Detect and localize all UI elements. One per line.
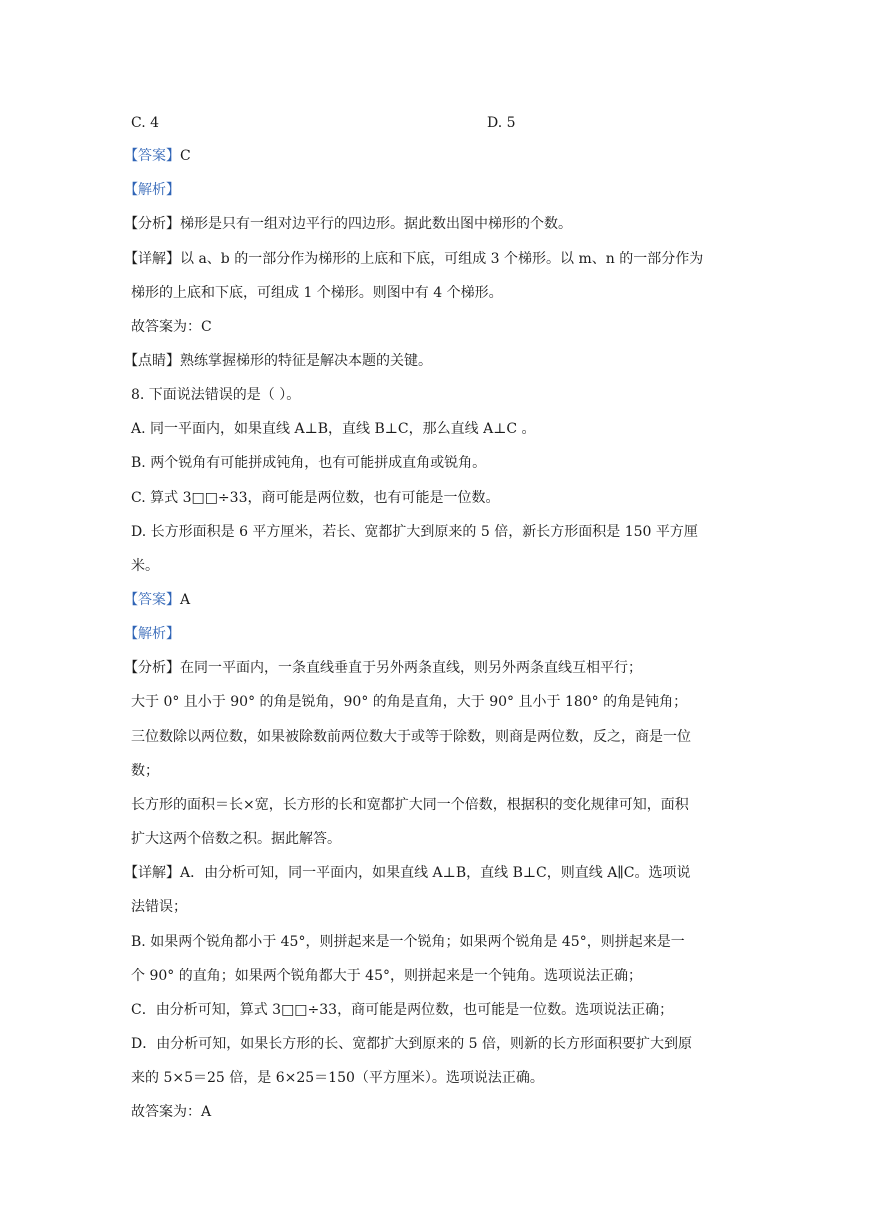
- q8-fenxi-line-5: 长方形的面积＝长×宽，长方形的长和宽都扩大同一个倍数，根据积的变化规律可知，面积: [131, 797, 689, 813]
- q7-answer-line: [124, 146, 191, 166]
- xiangjie-tag: 【详解】: [124, 865, 180, 881]
- q8-fenxi-line-2: 大于 0° 且小于 90° 的角是锐角，90° 的角是直角，大于 90° 且小于 180° 的角是钝角；: [131, 694, 688, 710]
- dianjing-tag: 【点睛】: [124, 353, 180, 369]
- answer-value: C: [180, 148, 191, 164]
- q8-option-d-1: D. 长方形面积是 6 平方厘米，若长、宽都扩大到原来的 5 倍，新长方形面积是 150 平方厘: [131, 524, 698, 540]
- q7-dianjing-line: [124, 351, 432, 371]
- option-c-prev: C. 4: [131, 115, 160, 131]
- q8-xiangjie-line: [124, 863, 690, 883]
- q8-question: 8. 下面说法错误的是（ ）。: [131, 387, 301, 403]
- fenxi-text: 梯形是只有一组对边平行的四边形。据此数出图中梯形的个数。: [180, 216, 572, 232]
- q8-option-a: A. 同一平面内，如果直线 A⊥B，直线 B⊥C，那么直线 A⊥C 。: [131, 421, 536, 437]
- q7-xiangjie-line-2: 梯形的上底和下底，可组成 1 个梯形。则图中有 4 个梯形。: [131, 285, 503, 301]
- q8-fenxi-line-6: 扩大这两个倍数之积。据此解答。: [131, 831, 341, 847]
- q8-fenxi-line-4: 数；: [131, 763, 159, 779]
- q7-analysis-line: [124, 180, 180, 200]
- option-d-prev: D. 5: [487, 115, 516, 131]
- xiangjie-tag: 【详解】: [124, 251, 180, 267]
- q8-xiangjie-line-2: 法错误；: [131, 899, 187, 915]
- fenxi-text-1: 在同一平面内，一条直线垂直于另外两条直线，则另外两条直线互相平行；: [180, 660, 642, 676]
- dianjing-text: 熟练掌握梯形的特征是解决本题的关键。: [180, 353, 432, 369]
- q8-xiangjie-line-6: D．由分析可知，如果长方形的长、宽都扩大到原来的 5 倍，则新的长方形面积要扩大到原: [131, 1036, 693, 1052]
- fenxi-tag: 【分析】: [124, 660, 180, 676]
- q8-xiangjie-line-4: 个 90° 的直角；如果两个锐角都大于 45°，则拼起来是一个钝角。选项说法正确；: [131, 968, 642, 984]
- q8-option-c: C. 算式 3□□÷33，商可能是两位数，也有可能是一位数。: [131, 490, 500, 506]
- answer-tag: 【答案】: [124, 148, 180, 164]
- q8-xiangjie-line-5: C．由分析可知，算式 3□□÷33，商可能是两位数，也可能是一位数。选项说法正确；: [131, 1002, 674, 1018]
- q7-fenxi-line: [124, 214, 572, 234]
- q8-option-d-2: 米。: [131, 558, 159, 574]
- q7-conclusion: 故答案为：C: [131, 319, 212, 335]
- q7-xiangjie-line: [124, 249, 703, 269]
- q8-conclusion: 故答案为：A: [131, 1104, 212, 1120]
- q8-answer-line: [124, 590, 190, 610]
- q8-fenxi-line: [124, 658, 642, 678]
- answer-value: A: [180, 592, 191, 608]
- fenxi-tag: 【分析】: [124, 216, 180, 232]
- q8-xiangjie-line-3: B. 如果两个锐角都小于 45°，则拼起来是一个锐角；如果两个锐角是 45°，则拼起来是一: [131, 934, 685, 950]
- xiangjie-text-1: 以 a、b 的一部分作为梯形的上底和下底，可组成 3 个梯形。以 m、n 的一部分作为: [180, 251, 704, 267]
- q8-analysis-line: [124, 624, 180, 644]
- analysis-tag: 【解析】: [124, 626, 180, 642]
- q8-fenxi-line-3: 三位数除以两位数，如果被除数前两位数大于或等于除数，则商是两位数，反之，商是一位: [131, 729, 691, 745]
- analysis-tag: 【解析】: [124, 182, 180, 198]
- q8-xiangjie-line-7: 来的 5×5＝25 倍，是 6×25＝150（平方厘米）。选项说法正确。: [131, 1070, 544, 1086]
- q8-option-b: B. 两个锐角有可能拼成钝角，也有可能拼成直角或锐角。: [131, 455, 487, 471]
- xiangjie-text-1: A．由分析可知，同一平面内，如果直线 A⊥B，直线 B⊥C，则直线 A∥C。选项说: [180, 865, 691, 881]
- answer-tag: 【答案】: [124, 592, 180, 608]
